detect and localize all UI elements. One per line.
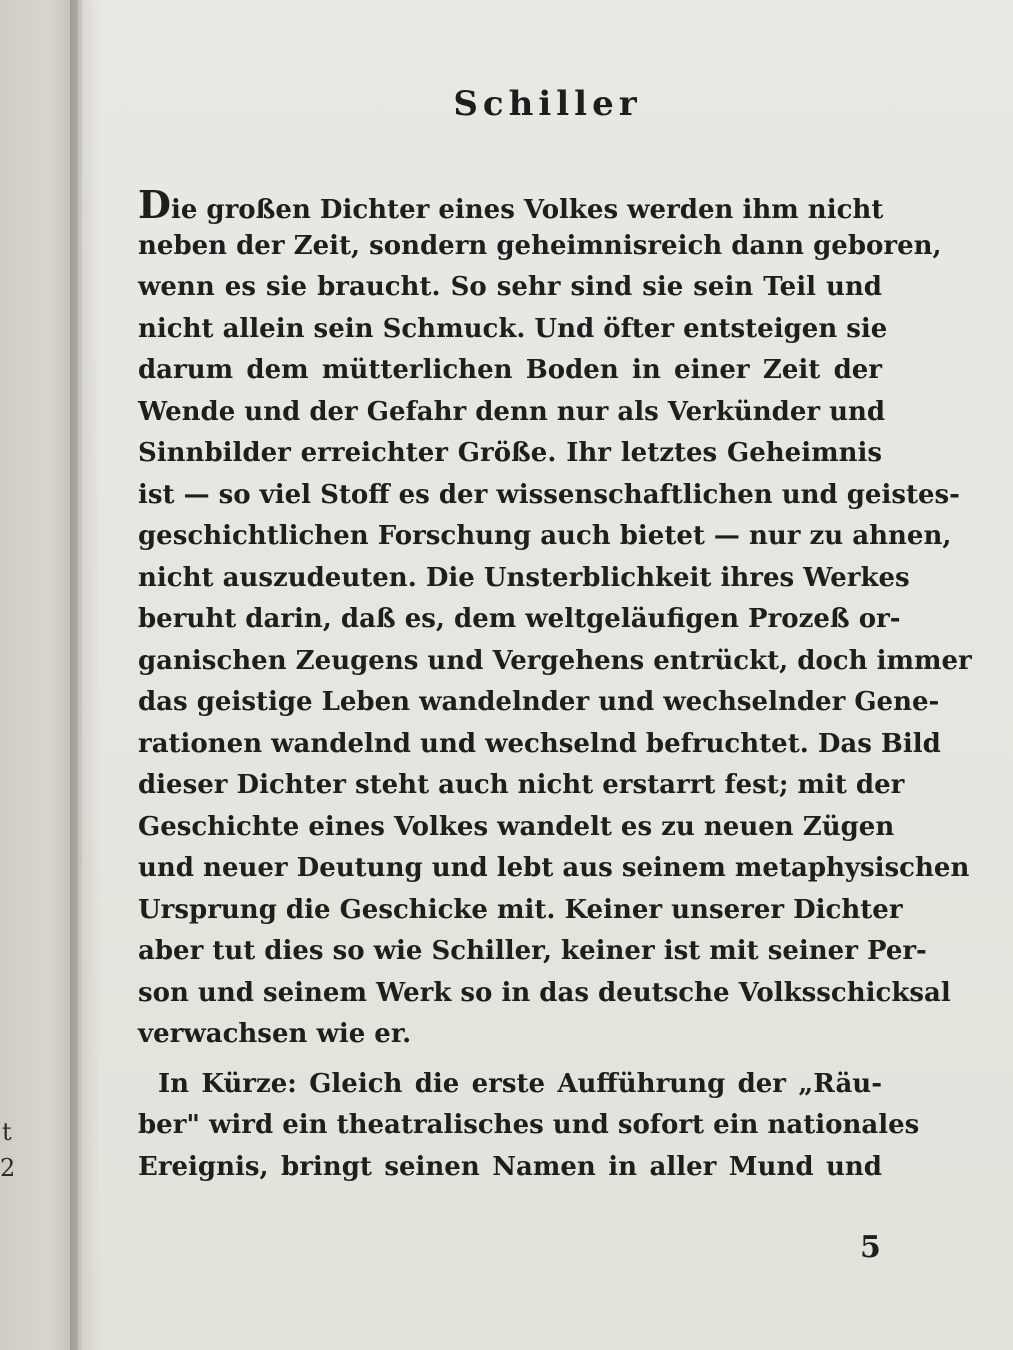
text-line: beruht darin, daß es, dem weltgeläufigen Prozeß or-	[138, 604, 901, 634]
text-line: Sinnbilder erreichter Größe. Ihr letztes Geheimnis	[138, 438, 882, 468]
page-title: Schiller	[453, 84, 642, 124]
paragraph-2	[138, 1064, 920, 1189]
left-page-edge	[0, 0, 78, 1350]
text-line: dieser Dichter steht auch nicht erstarrt fest; mit der	[138, 770, 905, 800]
page-number: 5	[860, 1230, 881, 1265]
text-line: Ursprung die Geschicke mit. Keiner unserer Dichter	[138, 894, 903, 925]
left-page-fragment: t	[2, 1118, 12, 1146]
text-line: ber" wird ein theatralisches und sofort ein nationales	[138, 1110, 920, 1140]
paragraph-1	[138, 182, 972, 1056]
text-line: das geistige Leben wandelnder und wechselnder Gene-	[138, 687, 940, 717]
text-line: ganischen Zeugens und Vergehens entrückt, doch immer	[138, 645, 972, 676]
text-line: nicht auszudeuten. Die Unsterblichkeit ihres Werkes	[138, 562, 910, 593]
text-line: geschichtlichen Forschung auch bietet — nur zu ahnen,	[138, 521, 952, 551]
text-line: Geschichte eines Volkes wandelt es zu neuen Zügen	[138, 811, 895, 842]
text-line: und neuer Deutung und lebt aus seinem metaphysischen	[138, 853, 970, 883]
text-line: son und seinem Werk so in das deutsche Volksschicksal	[138, 977, 951, 1008]
text-line: aber tut dies so wie Schiller, keiner ist mit seiner Per-	[138, 936, 927, 966]
text-line: verwachsen wie er.	[138, 1019, 412, 1049]
text-line: nicht allein sein Schmuck. Und öfter entsteigen sie	[138, 313, 888, 344]
text-line: wenn es sie braucht. So sehr sind sie sein Teil und	[138, 272, 882, 302]
text-line: Ereignis, bringt seinen Namen in aller Mund und	[138, 1151, 882, 1182]
text-line: darum dem mütterlichen Boden in einer Zeit der	[138, 355, 882, 385]
body-text	[138, 182, 972, 1188]
book-gutter	[70, 0, 100, 1350]
text-line: neben der Zeit, sondern geheimnisreich dann geboren,	[138, 230, 942, 261]
left-page-fragment: 2	[0, 1154, 16, 1182]
text-line: Wende und der Gefahr denn nur als Verkünder und	[138, 396, 886, 427]
text-line: ie großen Dichter eines Volkes werden ihm nicht	[170, 195, 884, 225]
text-line: rationen wandelnd und wechselnd befruchtet. Das Bild	[138, 728, 941, 759]
text-line: ist — so viel Stoff es der wissenschaftlichen und geistes-	[138, 479, 960, 510]
initial-letter: D	[138, 182, 171, 227]
text-line: In Kürze: Gleich die erste Aufführung der „Räu-	[158, 1068, 882, 1099]
